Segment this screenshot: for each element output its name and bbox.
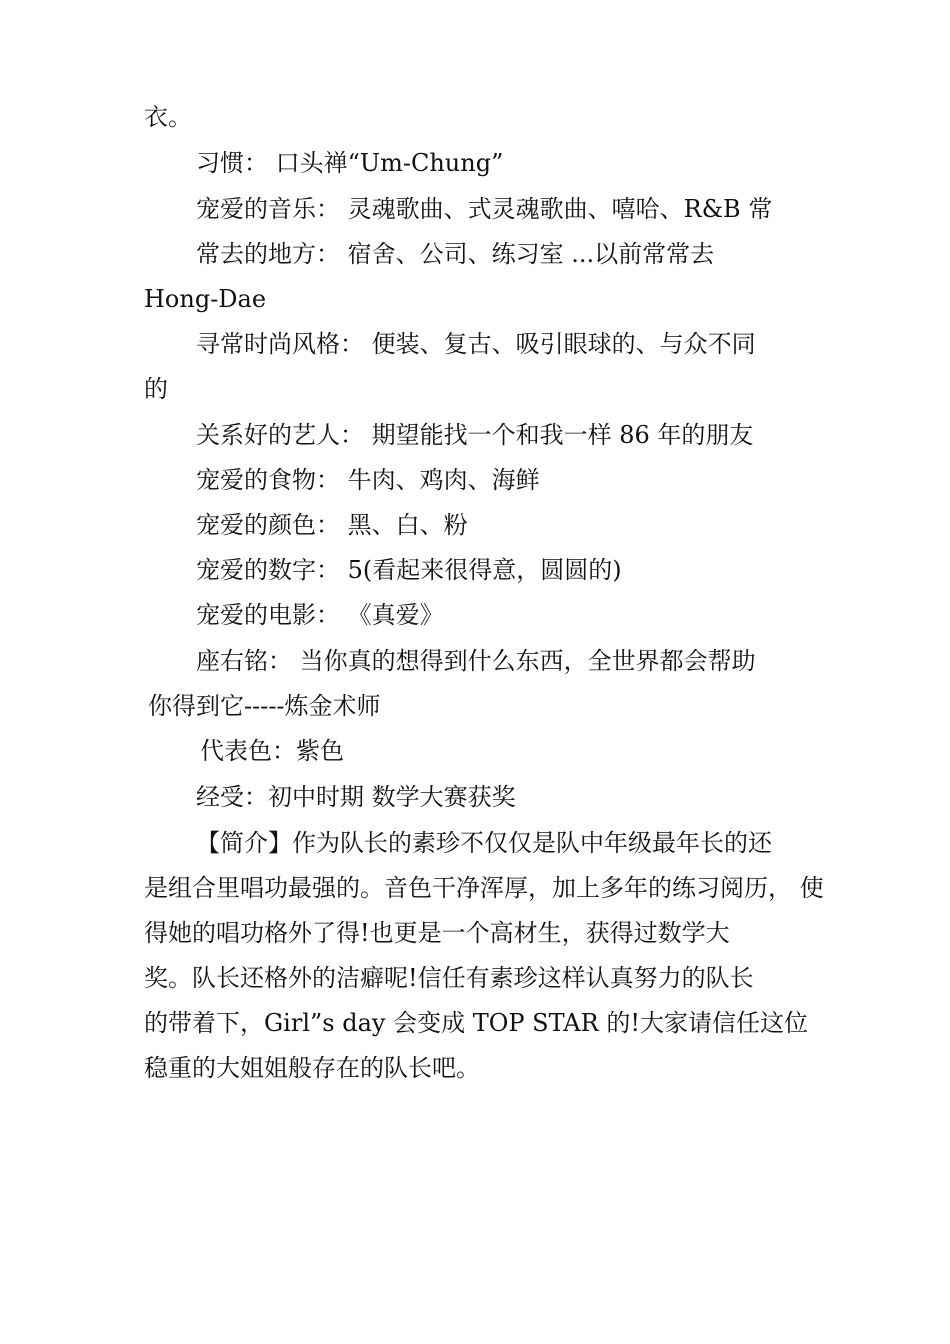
text-line: 稳重的大姐姐般存在的队长吧。 bbox=[144, 1054, 480, 1082]
text-line: 奖。队长还格外的洁癖呢!信任有素珍这样认真努力的队长 bbox=[144, 964, 754, 992]
text-line-rep-color: 代表色：紫色 bbox=[200, 737, 344, 765]
text-line: 的 bbox=[144, 375, 168, 403]
text-line-places: 常去的地方： 宿舍、公司、练习室 ...以前常常去 bbox=[196, 240, 715, 268]
text-line-music: 宠爱的音乐： 灵魂歌曲、式灵魂歌曲、嘻哈、R&B 常 bbox=[196, 195, 773, 223]
text-line: 衣。 bbox=[144, 103, 192, 131]
text-line-fashion: 寻常时尚风格： 便装、复古、吸引眼球的、与众不同 bbox=[196, 330, 756, 358]
text-line-experience: 经受：初中时期 数学大赛获奖 bbox=[196, 783, 516, 811]
text-line-intro: 【简介】作为队长的素珍不仅仅是队中年级最年长的还 bbox=[196, 829, 772, 857]
text-line: 你得到它-----炼金术师 bbox=[148, 692, 381, 720]
text-line-habit: 习惯： 口头禅“Um-Chung” bbox=[196, 149, 504, 177]
text-line: Hong-Dae bbox=[144, 285, 267, 313]
text-line-motto: 座右铭： 当你真的想得到什么东西，全世界都会帮助 bbox=[196, 647, 756, 675]
text-line-number: 宠爱的数字： 5(看起来很得意，圆圆的) bbox=[196, 556, 622, 584]
text-line-artist: 关系好的艺人： 期望能找一个和我一样 86 年的朋友 bbox=[196, 421, 754, 449]
text-line: 的带着下，Girl”s day 会变成 TOP STAR 的!大家请信任这位 bbox=[144, 1009, 808, 1037]
text-line: 得她的唱功格外了得!也更是一个高材生，获得过数学大 bbox=[144, 919, 730, 947]
text-line-color: 宠爱的颜色： 黑、白、粉 bbox=[196, 511, 468, 539]
text-line: 是组合里唱功最强的。音色干净浑厚，加上多年的练习阅历， 使 bbox=[144, 874, 824, 902]
text-line-movie: 宠爱的电影： 《真爱》 bbox=[196, 601, 444, 629]
text-line-food: 宠爱的食物： 牛肉、鸡肉、海鲜 bbox=[196, 466, 540, 494]
